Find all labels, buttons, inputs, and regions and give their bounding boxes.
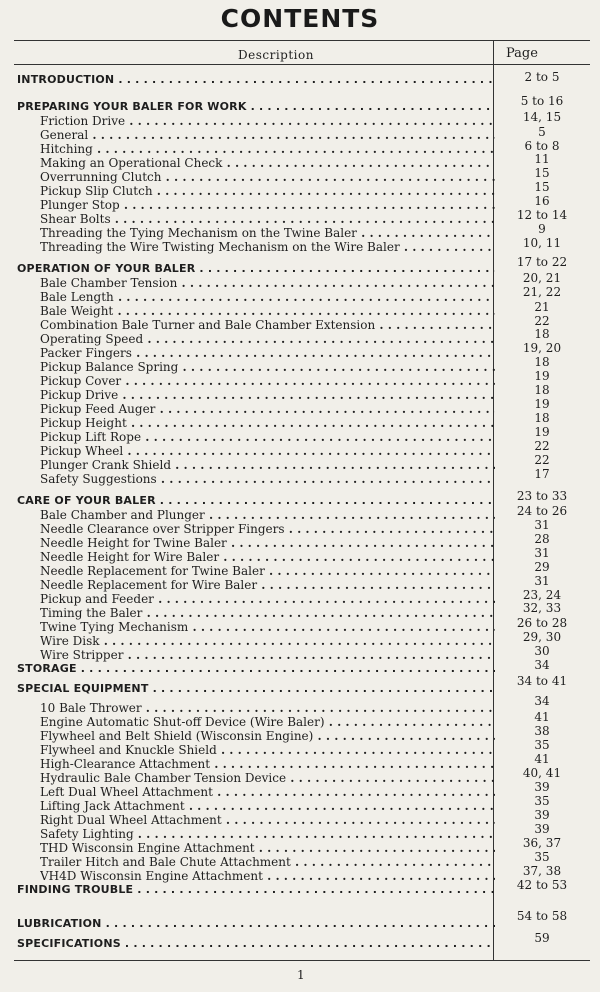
toc-section-title: CARE OF YOUR BALER . . . bbox=[17, 494, 495, 508]
toc-entry-title: Operating Speed . . . bbox=[40, 332, 495, 346]
toc-entry-title: Timing the Baler . . . bbox=[40, 606, 495, 620]
toc-page-ref: 16 bbox=[534, 194, 550, 208]
toc-page-ref: 22 bbox=[534, 314, 550, 328]
toc-entry-title: Needle Replacement for Wire Baler . . . bbox=[40, 578, 495, 592]
toc-section-title: LUBRICATION . . . bbox=[17, 917, 495, 931]
toc-page-ref: 18 bbox=[534, 411, 550, 425]
toc-entry-title: Pickup Slip Clutch . . . bbox=[40, 184, 495, 198]
toc-entry-title: Shear Bolts . . . bbox=[40, 212, 495, 226]
header-bottom-rule bbox=[14, 64, 590, 65]
header-top-rule bbox=[14, 40, 590, 41]
toc-section-title: SPECIAL EQUIPMENT . . . bbox=[17, 682, 495, 696]
toc-page-ref: 11 bbox=[534, 152, 550, 166]
toc-page-ref: 19 bbox=[534, 425, 550, 439]
toc-entry-title: Overrunning Clutch . . . bbox=[40, 170, 495, 184]
toc-entry-title: Combination Bale Turner and Bale Chamber Extension . . . bbox=[40, 318, 495, 332]
toc-page-ref: 30 bbox=[534, 644, 550, 658]
toc-page-ref: 23, 24 bbox=[522, 588, 562, 602]
toc-page-ref: 39 bbox=[534, 808, 550, 822]
description-column-header: Description bbox=[238, 48, 314, 62]
toc-entry-title: Wire Stripper . . . bbox=[40, 648, 495, 662]
toc-entry-title: Needle Clearance over Stripper Fingers . . . bbox=[40, 522, 495, 536]
toc-section-title: OPERATION OF YOUR BALER . . . bbox=[17, 262, 495, 276]
toc-page-ref: 21 bbox=[534, 300, 550, 314]
page-column-header: Page bbox=[506, 46, 538, 61]
toc-page-ref: 19, 20 bbox=[522, 341, 562, 355]
toc-page-ref: 15 bbox=[534, 180, 550, 194]
toc-page-ref: 38 bbox=[534, 724, 550, 738]
toc-page-ref: 28 bbox=[534, 532, 550, 546]
toc-entry-title: Bale Chamber Tension . . . bbox=[40, 276, 495, 290]
toc-entry-title: Safety Lighting . . . bbox=[40, 827, 495, 841]
toc-page-ref: 10, 11 bbox=[522, 236, 562, 250]
toc-page-ref: 42 to 53 bbox=[516, 878, 568, 892]
toc-page-ref: 39 bbox=[534, 822, 550, 836]
toc-entry-title: Left Dual Wheel Attachment . . . bbox=[40, 785, 495, 799]
toc-page-ref: 34 to 41 bbox=[516, 674, 568, 688]
toc-entry-title: Pickup Feed Auger . . . bbox=[40, 402, 495, 416]
toc-entry-title: Plunger Stop . . . bbox=[40, 198, 495, 212]
toc-entry-title: Lifting Jack Attachment . . . bbox=[40, 799, 495, 813]
toc-section-title: SPECIFICATIONS . . . bbox=[17, 937, 495, 951]
toc-page-ref: 29, 30 bbox=[522, 630, 562, 644]
page-title: CONTENTS bbox=[220, 4, 380, 33]
toc-entry-title: Plunger Crank Shield . . . bbox=[40, 458, 495, 472]
toc-page-ref: 18 bbox=[534, 355, 550, 369]
toc-page-ref: 35 bbox=[534, 794, 550, 808]
toc-page-ref: 31 bbox=[534, 546, 550, 560]
toc-page-ref: 35 bbox=[534, 850, 550, 864]
toc-page-ref: 22 bbox=[534, 439, 550, 453]
toc-page-ref: 59 bbox=[534, 931, 550, 945]
table-bottom-rule bbox=[14, 960, 590, 961]
toc-entry-title: THD Wisconsin Engine Attachment . . . bbox=[40, 841, 495, 855]
toc-page-ref: 15 bbox=[534, 166, 550, 180]
toc-page-ref: 12 to 14 bbox=[516, 208, 568, 222]
toc-page-ref: 29 bbox=[534, 560, 550, 574]
toc-page-ref: 34 bbox=[534, 694, 550, 708]
toc-entry-title: Pickup Lift Rope . . . bbox=[40, 430, 495, 444]
toc-entry-title: Pickup and Feeder . . . bbox=[40, 592, 495, 606]
toc-entry-title: General . . . bbox=[40, 128, 495, 142]
toc-entry-title: Threading the Tying Mechanism on the Twine Baler . . . bbox=[40, 226, 495, 240]
toc-page-ref: 41 bbox=[534, 752, 550, 766]
toc-entry-title: Twine Tying Mechanism . . . bbox=[40, 620, 495, 634]
toc-page-ref: 32, 33 bbox=[522, 601, 562, 615]
toc-entry-title: Making an Operational Check . . . bbox=[40, 156, 495, 170]
toc-entry-title: Trailer Hitch and Bale Chute Attachment . . . bbox=[40, 855, 495, 869]
toc-page-ref: 14, 15 bbox=[522, 110, 562, 124]
toc-entry-title: Right Dual Wheel Attachment . . . bbox=[40, 813, 495, 827]
toc-entry-title: Hitching . . . bbox=[40, 142, 495, 156]
toc-page-ref: 37, 38 bbox=[522, 864, 562, 878]
toc-section-row bbox=[0, 70, 600, 87]
toc-entry-title: Pickup Cover . . . bbox=[40, 374, 495, 388]
toc-entry-title: Hydraulic Bale Chamber Tension Device . . . bbox=[40, 771, 495, 785]
toc-page-ref: 19 bbox=[534, 369, 550, 383]
toc-entry-title: Bale Weight . . . bbox=[40, 304, 495, 318]
toc-page-ref: 23 to 33 bbox=[516, 489, 568, 503]
toc-page-ref: 17 bbox=[534, 467, 550, 481]
toc-entry-title: Wire Disk . . . bbox=[40, 634, 495, 648]
toc-entry-title: Friction Drive . . . bbox=[40, 114, 495, 128]
toc-page-ref: 18 bbox=[534, 327, 550, 341]
toc-section-title: PREPARING YOUR BALER FOR WORK . . . bbox=[17, 100, 495, 114]
toc-page-ref: 40, 41 bbox=[522, 766, 562, 780]
toc-page-ref: 34 bbox=[534, 658, 550, 672]
page-number: 1 bbox=[297, 968, 305, 982]
toc-section-title: STORAGE . . . bbox=[17, 662, 495, 676]
toc-page-ref: 5 bbox=[538, 125, 546, 139]
toc-page-ref: 36, 37 bbox=[522, 836, 562, 850]
toc-page-ref: 9 bbox=[538, 222, 546, 236]
toc-page-ref: 35 bbox=[534, 738, 550, 752]
toc-page-ref: 5 to 16 bbox=[520, 94, 564, 108]
toc-page-ref: 31 bbox=[534, 518, 550, 532]
toc-page-ref: 6 to 8 bbox=[524, 139, 560, 153]
toc-entry-title: Flywheel and Belt Shield (Wisconsin Engine) . . . bbox=[40, 729, 495, 743]
toc-page-ref: 19 bbox=[534, 397, 550, 411]
toc-entry-title: Threading the Wire Twisting Mechanism on the Wire Baler . . . bbox=[40, 240, 495, 254]
toc-page-ref: 39 bbox=[534, 780, 550, 794]
toc-entry-title: VH4D Wisconsin Engine Attachment . . . bbox=[40, 869, 495, 883]
toc-entry-title: Needle Replacement for Twine Baler . . . bbox=[40, 564, 495, 578]
toc-entry-title: Pickup Drive . . . bbox=[40, 388, 495, 402]
toc-page-ref: 31 bbox=[534, 574, 550, 588]
toc-section-title: INTRODUCTION . . . bbox=[17, 73, 495, 87]
toc-entry-title: Needle Height for Wire Baler . . . bbox=[40, 550, 495, 564]
toc-page-ref: 2 to 5 bbox=[524, 70, 560, 84]
toc-page-ref: 54 to 58 bbox=[516, 909, 568, 923]
toc-entry-title: Safety Suggestions . . . bbox=[40, 472, 495, 486]
toc-entry-title: 10 Bale Thrower . . . bbox=[40, 701, 495, 715]
toc-page-ref: 21, 22 bbox=[522, 285, 562, 299]
toc-entry-title: Engine Automatic Shut-off Device (Wire Baler) . . . bbox=[40, 715, 495, 729]
toc-section-title: FINDING TROUBLE . . . bbox=[17, 883, 495, 897]
toc-page-ref: 26 to 28 bbox=[516, 616, 568, 630]
toc-section-row bbox=[0, 931, 600, 951]
toc-entry-title: Bale Length . . . bbox=[40, 290, 495, 304]
toc-page-ref: 18 bbox=[534, 383, 550, 397]
toc-entry-title: Pickup Balance Spring . . . bbox=[40, 360, 495, 374]
toc-entry-title: Needle Height for Twine Baler . . . bbox=[40, 536, 495, 550]
toc-page-ref: 24 to 26 bbox=[516, 504, 568, 518]
toc-page-ref: 41 bbox=[534, 710, 550, 724]
toc-entry-title: Pickup Wheel . . . bbox=[40, 444, 495, 458]
toc-entry-title: Flywheel and Knuckle Shield . . . bbox=[40, 743, 495, 757]
toc-page-ref: 22 bbox=[534, 453, 550, 467]
toc-section-row bbox=[0, 909, 600, 931]
toc-section-row bbox=[0, 878, 600, 897]
toc-page-ref: 20, 21 bbox=[522, 271, 562, 285]
toc-entry-title: Packer Fingers . . . bbox=[40, 346, 495, 360]
toc-entry-row bbox=[0, 236, 600, 254]
toc-entry-title: High-Clearance Attachment . . . bbox=[40, 757, 495, 771]
toc-entry-row bbox=[0, 467, 600, 486]
toc-entry-title: Bale Chamber and Plunger . . . bbox=[40, 508, 495, 522]
toc-entry-title: Pickup Height . . . bbox=[40, 416, 495, 430]
toc-page-ref: 17 to 22 bbox=[516, 255, 568, 269]
